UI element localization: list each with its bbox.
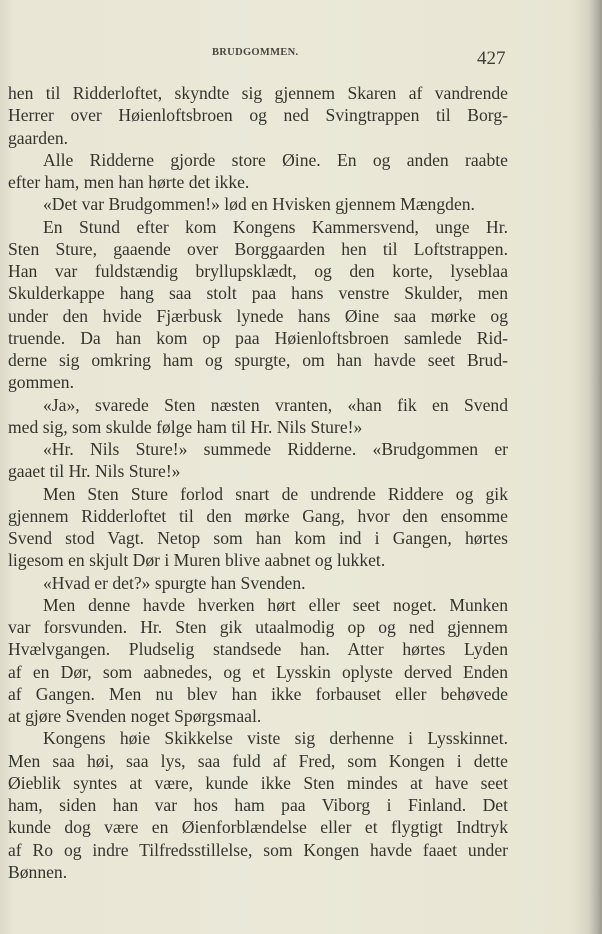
text-line: Svend stod Vagt. Netop som han kom ind i Gangen, hørtes xyxy=(8,528,508,548)
text-line: af en Dør, som aabnedes, og et Lysskin oplyste derved Enden xyxy=(8,661,508,682)
text-line: hen til Ridderloftet, skyndte sig gjennem Skaren af vandrende xyxy=(8,83,508,103)
page-number: 427 xyxy=(477,48,506,69)
paragraph xyxy=(8,216,508,394)
text-line: af Gangen. Men nu blev han ikke forbauset eller behøvede xyxy=(8,683,508,704)
page-body-text xyxy=(8,82,508,883)
paragraph xyxy=(8,727,508,883)
paragraph xyxy=(8,193,508,215)
paragraph xyxy=(8,594,508,728)
text-line: En Stund efter kom Kongens Kammersvend, unge Hr. xyxy=(43,216,508,237)
text-line: ligesom en skjult Dør i Muren blive aabnet og lukket. xyxy=(8,550,386,571)
text-line: med sig, som skulde følge ham til Hr. Nils Sture!» xyxy=(8,416,363,437)
text-line: Han var fuldstændig bryllupsklædt, og den korte, lyseblaa xyxy=(8,261,508,281)
paragraph xyxy=(8,394,508,439)
text-line: Herrer over Høienloftsbroen og ned Svingtrappen til Borg- xyxy=(8,105,508,126)
text-line: Bønnen. xyxy=(8,861,68,882)
paragraph xyxy=(8,82,508,149)
paragraph xyxy=(8,149,508,194)
text-line: gaarden. xyxy=(8,127,69,148)
text-line: Hvælvgangen. Pludselig standsede han. Atter hørtes Lyden xyxy=(8,639,508,660)
text-line: «Ja», svarede Sten næsten vranten, «han fik en Svend xyxy=(43,394,508,415)
paragraph xyxy=(8,483,508,572)
text-line: ham, siden han var hos ham paa Viborg i Finland. Det xyxy=(8,795,508,815)
text-line: under den hvide Fjærbusk lynede hans Øine saa mørke og xyxy=(8,305,508,326)
text-line: gjennem Ridderloftet til den mørke Gang, hvor den ensomme xyxy=(8,505,508,526)
paragraph xyxy=(8,572,508,594)
text-line: Skulderkappe hang saa stolt paa hans venstre Skulder, men xyxy=(8,283,508,304)
text-line: Sten Sture, gaaende over Borggaarden hen til Loftstrappen. xyxy=(8,238,508,259)
running-head: BRUDGOMMEN. xyxy=(212,47,299,58)
text-line: af Ro og indre Tilfredsstillelse, som Kongen havde faaet under xyxy=(8,839,508,860)
text-line: kunde dog være en Øienforblændelse eller et flygtigt Indtryk xyxy=(8,817,508,838)
text-line: Øieblik syntes at være, kunde ikke Sten mindes at have seet xyxy=(8,772,508,793)
text-line: Men saa høi, saa lys, saa fuld af Fred, som Kongen i dette xyxy=(8,750,508,771)
text-line: at gjøre Svenden noget Spørgsmaal. xyxy=(8,706,262,726)
text-line: gaaet til Hr. Nils Sture!» xyxy=(8,461,181,482)
text-line: var forsvunden. Hr. Sten gik utaalmodig op og ned gjennem xyxy=(8,617,508,637)
text-line: «Hr. Nils Sture!» summede Ridderne. «Brudgommen er xyxy=(43,439,508,459)
text-line: Kongens høie Skikkelse viste sig derhenne i Lysskinnet. xyxy=(43,728,508,749)
text-line: Alle Ridderne gjorde store Øine. En og anden raabte xyxy=(43,149,508,170)
text-line: gommen. xyxy=(8,372,74,393)
paragraph xyxy=(8,438,508,483)
text-line: Men denne havde hverken hørt eller seet noget. Munken xyxy=(43,594,508,615)
text-line: derne sig omkring ham og spurgte, om han havde seet Brud- xyxy=(8,350,508,370)
text-line: truende. Da han kom op paa Høienloftsbroen samlede Rid- xyxy=(8,327,508,348)
text-line: «Hvad er det?» spurgte han Svenden. xyxy=(43,572,306,593)
text-line: efter ham, men han hørte det ikke. xyxy=(8,172,250,192)
text-line: «Det var Brudgommen!» lød en Hvisken gjennem Mængden. xyxy=(43,194,475,215)
text-line: Men Sten Sture forlod snart de undrende Riddere og gik xyxy=(43,483,508,504)
